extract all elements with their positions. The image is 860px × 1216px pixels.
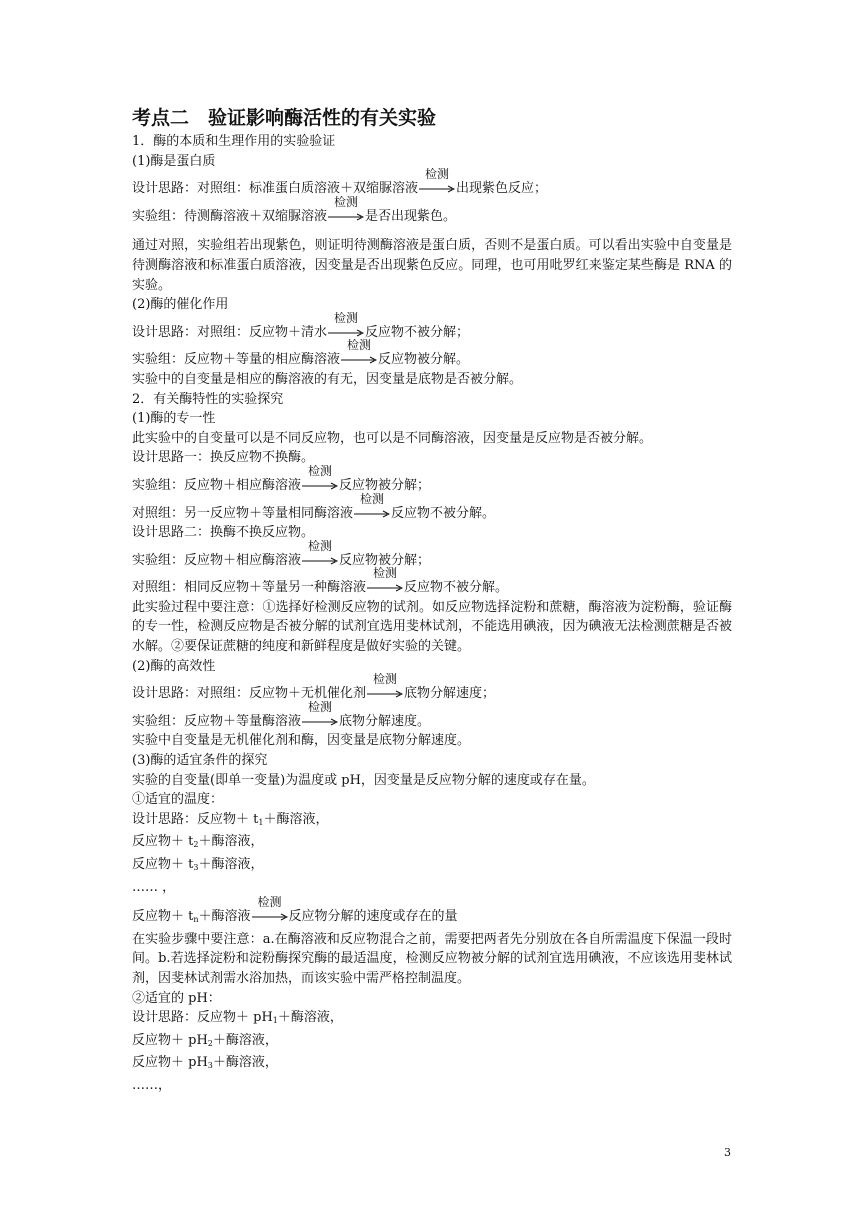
ph-line: 反应物＋ $pH_3+$酶溶液， (132, 1055, 278, 1071)
detect-arrow-icon: 检测 (341, 355, 377, 365)
equation-line: 实验组：反应物＋等量的相应酶溶液 检测 反应物被分解。 (132, 338, 470, 368)
paragraph: 设计思路一：换反应物不换酶。 (132, 450, 315, 466)
detect-arrow-icon: 检测 (354, 509, 390, 519)
equation-line: 设计思路：对照组：标准蛋白质溶液＋双缩脲溶液 检测 出现紫色反应； (132, 167, 548, 197)
ellipsis-line: …… ， (132, 879, 176, 895)
page-content (132, 104, 732, 1096)
paragraph: ①适宜的温度： (132, 792, 224, 808)
detect-arrow-icon: 检测 (302, 556, 338, 566)
equation-line: 实验组：反应物＋相应酶溶液 检测 反应物被分解； (132, 538, 431, 568)
detect-arrow-icon: 检测 (252, 912, 288, 922)
paragraph: 此实验中的自变量可以是不同反应物，也可以是不同酶溶液，因变量是反应物是否被分解。 (132, 430, 653, 446)
temperature-line: 设计思路：反应物＋ $t_1+$酶溶液， (132, 811, 329, 827)
temperature-line: 反应物＋ $t_2+$酶溶液， (132, 834, 264, 850)
equation-line: 反应物＋ $t_n+$酶溶液 检测 反应物分解的速度或存在的量 (132, 895, 458, 925)
ph-line: 设计思路：反应物＋ $pH_1+$酶溶液， (132, 1010, 343, 1026)
equation-line: 实验组：反应物＋相应酶溶液 检测 反应物被分解； (132, 463, 431, 493)
subheading-specificity: (1)酶的专一性 (132, 411, 216, 427)
section-title: 考点二 验证影响酶活性的有关实验 (132, 107, 437, 129)
equation-line: 对照组：相同反应物＋等量另一种酶溶液 检测 反应物不被分解。 (132, 566, 509, 596)
equation-line: 设计思路：对照组：反应物＋无机催化剂 检测 底物分解速度； (132, 672, 496, 702)
detect-arrow-icon: 检测 (367, 689, 403, 699)
paragraph: 实验的自变量(即单一变量)为温度或 pH，因变量是反应物分解的速度或存在量。 (132, 772, 595, 788)
detect-arrow-icon: 检测 (302, 481, 338, 491)
subheading-conditions: (3)酶的适宜条件的探究 (132, 753, 268, 769)
paragraph: 实验中的自变量是相应的酶溶液的有无，因变量是底物是否被分解。 (132, 371, 523, 387)
paragraph: 设计思路二：换酶不换反应物。 (132, 525, 315, 541)
detect-arrow-icon: 检测 (328, 328, 364, 338)
detect-arrow-icon: 检测 (302, 717, 338, 727)
equation-line: 对照组：另一反应物＋等量相同酶溶液 检测 反应物不被分解。 (132, 491, 496, 521)
heading-2: 2．有关酶特性的实验探究 (132, 391, 284, 407)
equation-line: 实验组：反应物＋等量酶溶液 检测 底物分解速度。 (132, 699, 431, 729)
subheading-efficiency: (2)酶的高效性 (132, 658, 216, 674)
page-number: 3 (724, 1146, 731, 1159)
heading-1: 1．酶的本质和生理作用的实验验证 (132, 134, 336, 149)
paragraph: ②适宜的 pH： (132, 990, 221, 1006)
detect-arrow-icon: 检测 (367, 583, 403, 593)
ellipsis-line: ……， (132, 1077, 172, 1093)
ph-line: 反应物＋ $pH_2+$酶溶液， (132, 1032, 278, 1048)
subheading-enzyme-protein: (1)酶是蛋白质 (132, 153, 216, 169)
paragraph: 在实验步骤中要注意：a.在酶溶液和反应物混合之前，需要把两者先分别放在各自所需温度下保温一段时间。b.若选择淀粉和淀粉酶探究酶的最适温度，检测反应物被分解的试剂宜选用碘液，不应该选用斐林试剂，因斐林试剂需水浴加热，而该实验中需严格控制温度。 (132, 931, 732, 986)
paragraph: 通过对照，实验组若出现紫色，则证明待测酶溶液是蛋白质，否则不是蛋白质。可以看出实验中自变量是待测酶溶液和标准蛋白质溶液，因变量是否出现紫色反应。同理，也可用吡罗红来鉴定某些酶是 RNA 的实验。 (132, 238, 732, 293)
temperature-line: 反应物＋ $t_3+$酶溶液， (132, 857, 264, 872)
paragraph: 此实验过程中要注意：①选择好检测反应物的试剂。如反应物选择淀粉和蔗糖，酶溶液为淀粉酶，验证酶的专一性，检测反应物是否被分解的试剂宜选用斐林试剂，不能选用碘液，因为碘液无法检测蔗糖是否被水解。②要保证蔗糖的纯度和新鲜程度是做好实验的关键。 (132, 599, 732, 655)
subheading-catalysis: (2)酶的催化作用 (132, 297, 229, 313)
equation-line: 实验组：待测酶溶液＋双缩脲溶液 检测 是否出现紫色。 (132, 194, 457, 224)
detect-arrow-icon: 检测 (419, 184, 455, 194)
detect-arrow-icon: 检测 (328, 212, 364, 222)
paragraph: 实验中自变量是无机催化剂和酶，因变量是底物分解速度。 (132, 733, 471, 749)
equation-line: 设计思路：对照组：反应物＋清水 检测 反应物不被分解； (132, 310, 470, 340)
